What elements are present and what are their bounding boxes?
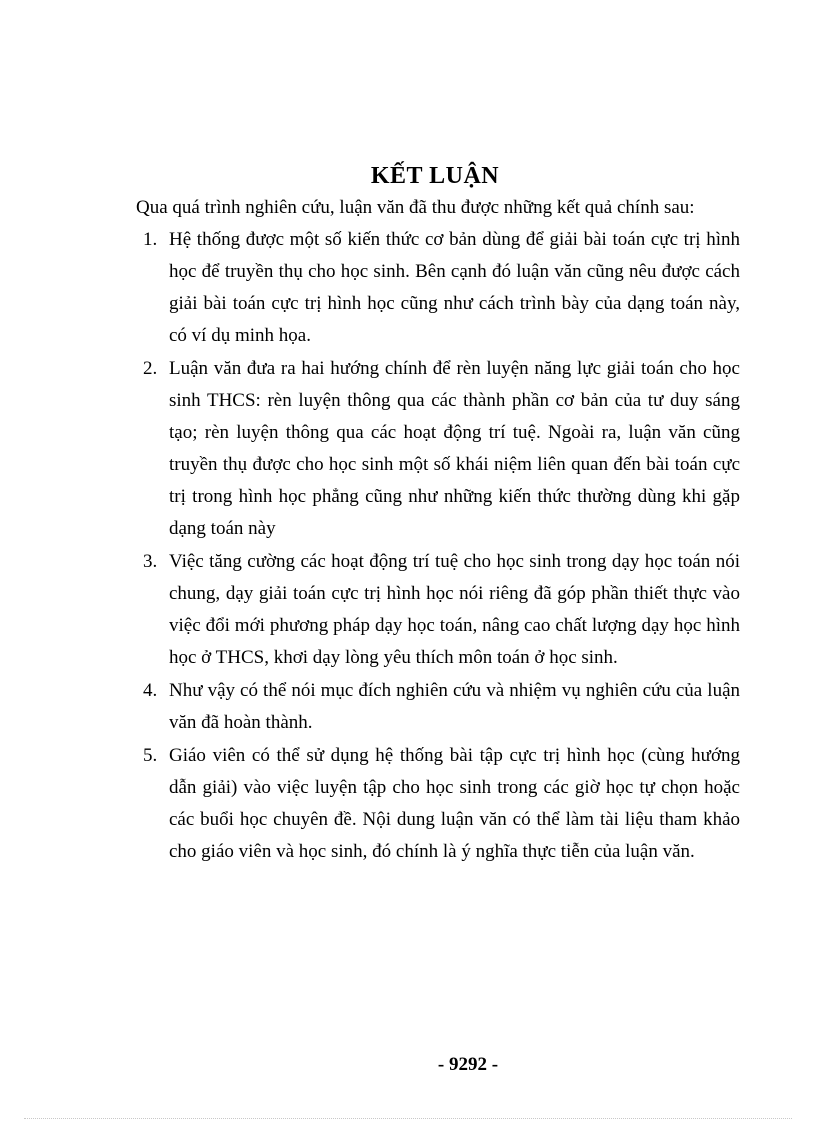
list-item-text: Luận văn đưa ra hai hướng chính để rèn luyện năng lực giải toán cho học sinh THCS: rèn luyện thông qua các thành phần cơ bản của tư duy sáng tạo; rèn luyện thông qua các hoạt động trí tuệ. Ngoài ra, luận văn cũng truyền thụ được cho học sinh một số khái niệm liên quan đến bài toán cực trị trong hình học phẳng cũng như những kiến thức thường dùng khi gặp dạng toán này — [169, 358, 740, 539]
list-item-number: 1. — [143, 229, 158, 250]
list-item-number: 2. — [143, 358, 158, 379]
list-item — [143, 675, 740, 739]
page-divider — [24, 1118, 792, 1119]
list-item — [143, 224, 740, 352]
list-item-number: 5. — [143, 745, 158, 766]
page-number: - 9292 - — [437, 1054, 499, 1075]
page-title: KẾT LUẬN — [370, 163, 500, 190]
list-item-text: Như vậy có thể nói mục đích nghiên cứu và nhiệm vụ nghiên cứu của luận văn đã hoàn thành. — [169, 680, 740, 733]
list-item-number: 3. — [143, 551, 158, 572]
conclusion-list — [143, 224, 740, 869]
list-item — [143, 740, 740, 868]
list-item — [143, 546, 740, 674]
list-item-text: Việc tăng cường các hoạt động trí tuệ cho học sinh trong dạy học toán nói chung, dạy giải toán cực trị hình học nói riêng đã góp phần thiết thực vào việc đổi mới phương pháp dạy học toán, nâng cao chất lượng dạy học hình học ở THCS, khơi dạy lòng yêu thích môn toán ở học sinh. — [169, 551, 740, 668]
intro-paragraph: Qua quá trình nghiên cứu, luận văn đã thu được những kết quả chính sau: — [136, 197, 695, 218]
list-item-text: Hệ thống được một số kiến thức cơ bản dùng để giải bài toán cực trị hình học để truyền thụ cho học sinh. Bên cạnh đó luận văn cũng nêu được cách giải bài toán cực trị hình học cũng như cách trình bày của dạng toán này, có ví dụ minh họa. — [169, 229, 740, 346]
list-item-text: Giáo viên có thể sử dụng hệ thống bài tập cực trị hình học (cùng hướng dẫn giải) vào việc luyện tập cho học sinh trong các giờ học tự chọn hoặc các buổi học chuyên đề. Nội dung luận văn có thể làm tài liệu tham khảo cho giáo viên và học sinh, đó chính là ý nghĩa thực tiễn của luận văn. — [169, 745, 740, 862]
list-item — [143, 353, 740, 545]
list-item-number: 4. — [143, 680, 158, 701]
